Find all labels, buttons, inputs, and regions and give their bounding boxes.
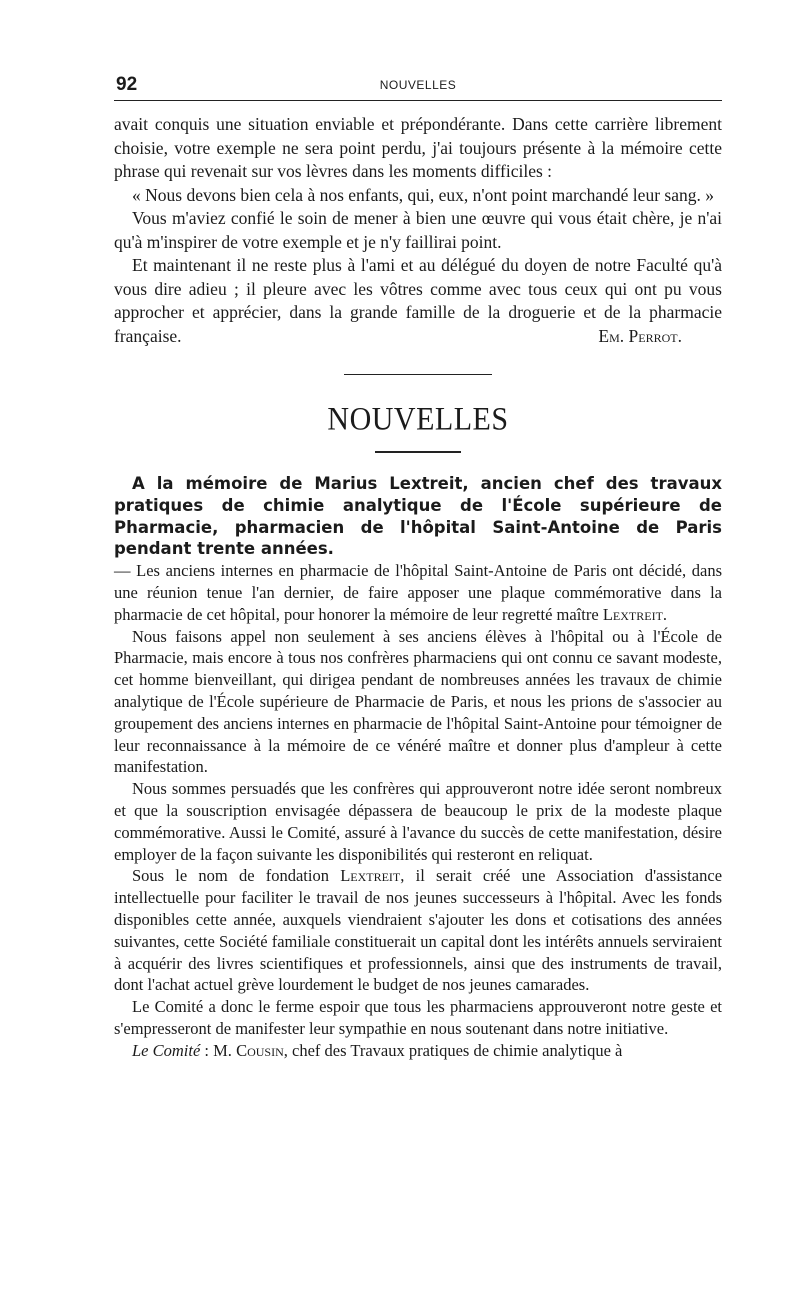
page-header (114, 70, 722, 101)
article-headline: A la mémoire de Marius Lextreit, ancien chef des travaux pratiques de chimie analytique de l'École supérieure de Pharmacie, pharmacien de l'hôpital Saint-Antoine de Paris pendant trente années. (114, 474, 722, 559)
article-paragraph-5: Le Comité a donc le ferme espoir que tous les pharmaciens approuveront notre geste et s'empresseront de manifester leur sympathie en nous soutenant dans notre initiative. (114, 997, 722, 1038)
section-title: NOUVELLES (327, 401, 509, 438)
article-paragraph-3: Nous sommes persuadés que les confrères qui approuveront notre idée seront nombreux et que la souscription envisagée dépassera de beaucoup le prix de la modeste plaque commémorative. Aussi le Comité, assuré à l'avance du succès de cette manifestation, désire employer de la façon suivante les disponibilités qui resteront en reliquat. (114, 779, 722, 864)
committee-member-name: Cousin, (236, 1040, 288, 1060)
committee-label: Le Comité (132, 1040, 201, 1060)
intro-paragraph-4-text: Et maintenant il ne reste plus à l'ami et au délégué du doyen de notre Faculté qu'à vous dire adieu ; il pleure avec les vôtres comme avec tous ceux qui ont pu vous approcher et apprécier, dans la grande famille de la droguerie et de la pharmacie française. (114, 255, 722, 346)
title-underline (375, 451, 461, 453)
article-paragraph-6 (114, 1040, 722, 1062)
running-title: NOUVELLES (379, 78, 457, 92)
news-article (114, 473, 722, 1062)
signature-initials: Em. (598, 325, 625, 346)
article-paragraph-2: Nous faisons appel non seulement à ses anciens élèves à l'hôpital ou à l'École de Pharmacie, mais encore à tous nos confrères pharmaciens qui ont connu ce savant modeste, cet homme bienveillant, qui dirigea pendant de nombreuses années les travaux de chimie analytique de l'École supérieure de Pharmacie de Paris, et nous les prions de s'associer au groupement des anciens internes en pharmacie de l'hôpital Saint-Antoine pour témoigner de leur reconnaissance à la mémoire de ce vénéré maître et donner plus d'ampleur à cette manifestation. (114, 626, 722, 777)
signature-name: Perrot. (628, 325, 682, 346)
signature (580, 325, 682, 349)
article-paragraph-4-lead: Sous le nom de fondation (132, 866, 329, 886)
article-paragraph-1 (114, 560, 722, 625)
committee-separator: : M. (200, 1040, 232, 1060)
intro-paragraph-1: avait conquis une situation enviable et prépondérante. Dans cette carrière librement choisie, votre exemple ne sera point perdu, j'ai toujours présente à la mémoire cette phrase qui revenait sur vos lèvres dans les moments difficiles : (114, 114, 722, 181)
intro-text (114, 113, 722, 348)
intro-paragraph-4 (114, 254, 722, 348)
article-paragraph-4-rest: il serait créé une Association d'assistance intellectuelle pour faciliter le travail de nos jeunes successeurs à l'hôpital. Avec les fonds disponibles cette année, auxquels viendraient s'ajouter les dons et cotisations des années suivantes, cette Société familiale constituerait un capital dont les intérêts annuels serviraient à acquérir des livres scientifiques et professionnels, ainsi que des instruments de travail, dont l'achat actuel grève lourdement le budget de nos jeunes camarades. (114, 866, 723, 995)
article-paragraph-6-rest: chef des Travaux pratiques de chimie analytique à (292, 1040, 623, 1060)
page-number: 92 (116, 74, 138, 95)
intro-paragraph-2: « Nous devons bien cela à nos enfants, qui, eux, n'ont point marchandé leur sang. » (132, 184, 714, 205)
section-divider (344, 374, 492, 375)
article-paragraph-4 (114, 865, 722, 996)
article-paragraph-1-text: — Les anciens internes en pharmacie de l'hôpital Saint-Antoine de Paris ont décidé, dans une réunion tenue l'an dernier, de faire apposer une plaque commémorative dans la pharmacie de cet hôpital, pour honorer la mémoire de leur regretté maître (114, 561, 722, 624)
document-page (114, 70, 722, 1062)
intro-paragraph-3: Vous m'aviez confié le soin de mener à bien une œuvre qui vous était chère, je n'ai qu'à m'inspirer de votre exemple et je n'y faillirai point. (114, 208, 722, 252)
honoree-name: Lextreit. (602, 604, 668, 624)
foundation-name: Lextreit, (340, 866, 405, 886)
